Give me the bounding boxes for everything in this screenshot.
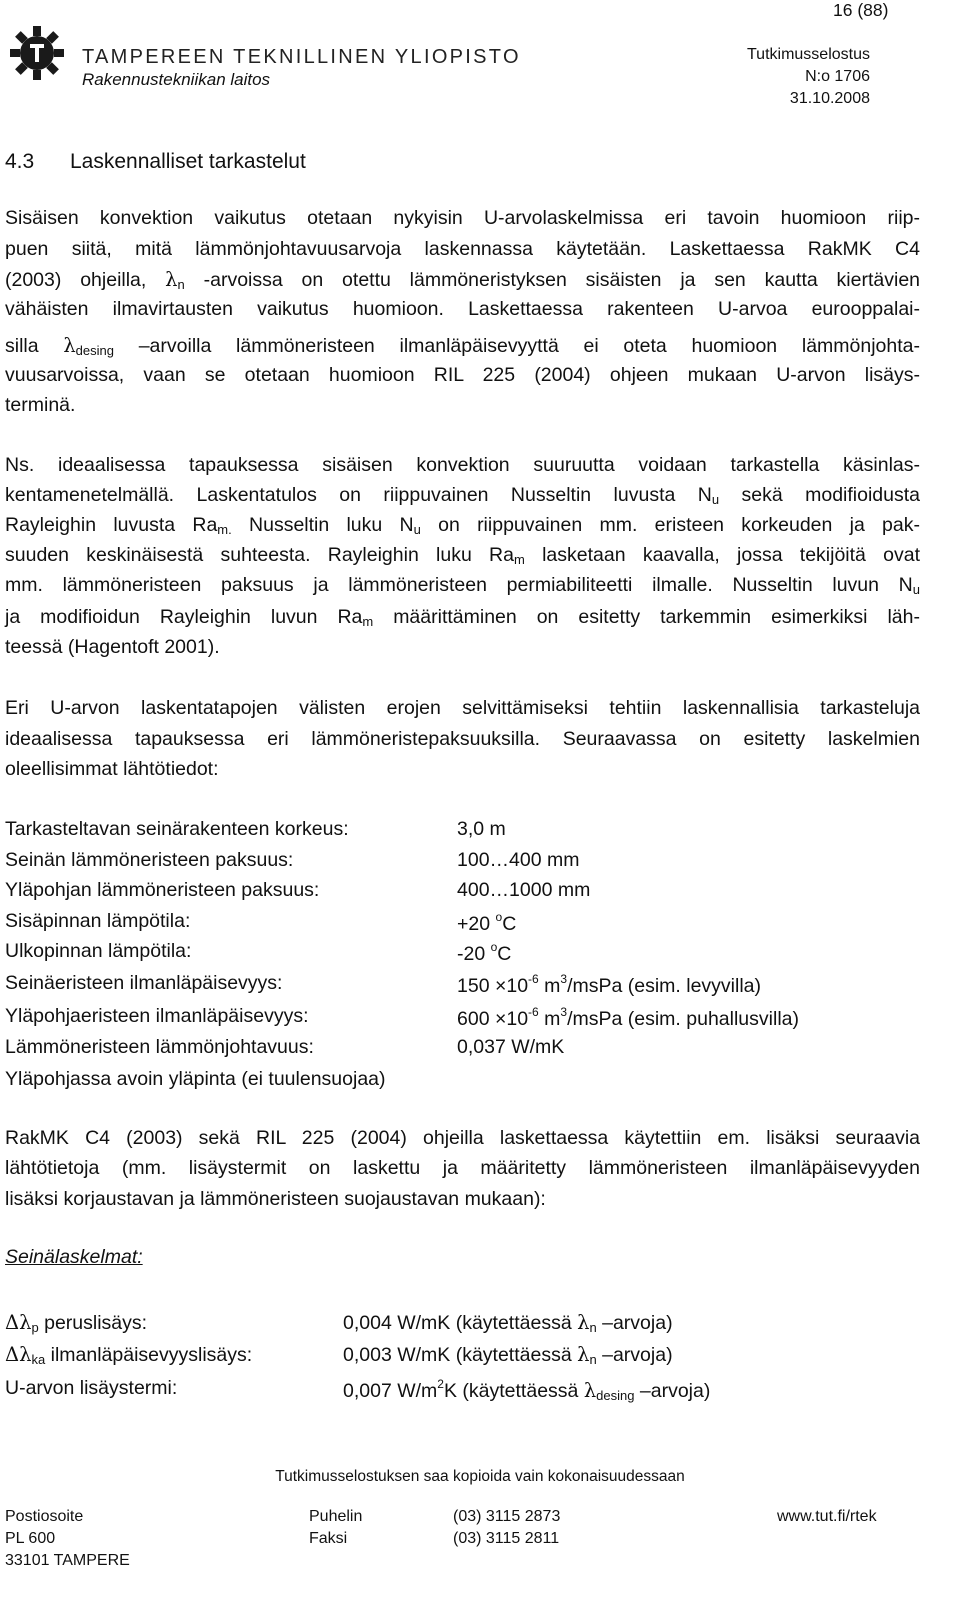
section-heading <box>5 150 306 174</box>
input-label: Seinäeristeen ilmanläpäisevyys: <box>5 972 283 994</box>
input-label: Yläpohjan lämmöneristeen paksuus: <box>5 879 320 901</box>
input-value: 400…1000 mm <box>457 879 591 901</box>
text-line: lähtötietoja (mm. lisäystermit on laskettu ja määritetty lämmöneristeen ilmanläpäisevyyden <box>5 1157 920 1179</box>
input-label: Sisäpinnan lämpötila: <box>5 910 191 932</box>
university-name: TAMPEREEN TEKNILLINEN YLIOPISTO <box>82 46 521 68</box>
input-label: Seinän lämmöneristeen paksuus: <box>5 849 294 871</box>
section-number: 4.3 <box>5 150 35 173</box>
footer-address-box: PL 600 <box>5 1530 56 1547</box>
text-line: suuden keskinäisestä suhteesta. Rayleighin luku $Ra_m$ lasketaan kaavalla, jossa tekijöitä ovat <box>5 544 921 567</box>
text-line: Ns. ideaalisessa tapauksessa sisäisen konvektion suuruutta voidaan tarkastella käsinlas- <box>5 454 920 476</box>
input-label: Ulkopinnan lämpötila: <box>5 940 192 962</box>
text-line: ja modifioidun Rayleighin luvun $Ra_m$ määrittäminen on esitetty tarkemmin esimerkiksi läh- <box>5 606 920 629</box>
text-line: silla $\lambda_{desing}$ –arvoilla lämmöneristeen ilmanläpäisevyyttä ei oteta huomioon lämmönjohta- <box>5 334 920 358</box>
input-label: Tarkasteltavan seinärakenteen korkeus: <box>5 818 349 840</box>
department-name: Rakennustekniikan laitos <box>82 70 271 89</box>
university-logo-icon <box>6 22 68 84</box>
text-line: Rayleighin luvusta $Ra_{m.}$ Nusseltin luku $N_u$ on riippuvainen mm. eristeen korkeuden ja pak- <box>5 514 920 537</box>
footer-fax: (03) 3115 2811 <box>453 1530 560 1547</box>
footer-fax-label: Faksi <box>309 1530 348 1547</box>
text-line: mm. lämmöneristeen paksuus ja lämmöneristeen permiabiliteetti ilmalle. Nusseltin luvun $N_u$ <box>5 574 920 597</box>
wall-term-label: $\Delta\lambda_{ka}$ ilmanläpäisevyyslisäys: <box>5 1343 253 1367</box>
text-line: puen siitä, mitä lämmönjohtavuusarvoja laskennassa käytetään. Laskettaessa RakMK C4 <box>5 238 920 260</box>
wall-term-label: U-arvon lisäystermi: <box>5 1377 178 1399</box>
text-line: Eri U-arvon laskentatapojen välisten erojen selvittämiseksi tehtiin laskennallisia tarkasteluja <box>5 697 920 719</box>
input-value: 0,037 W/mK <box>457 1036 565 1058</box>
section-title: Laskennalliset tarkastelut <box>70 150 306 173</box>
wall-term-value: 0,004 W/mK (käytettäessä $\lambda_n$ –arvoja) <box>343 1311 673 1335</box>
footer-web-link[interactable]: www.tut.fi/rtek <box>777 1508 877 1525</box>
text-line: RakMK C4 (2003) sekä RIL 225 (2004) ohjeilla laskettaessa käytettiin em. lisäksi seuraavia <box>5 1127 920 1149</box>
input-label: Yläpohjaeristeen ilmanläpäisevyys: <box>5 1005 309 1027</box>
text-line: kentamenetelmällä. Laskentatulos on riippuvainen Nusseltin luvusta $N_u$ sekä modifioidusta <box>5 484 921 507</box>
footer-phone-label: Puhelin <box>309 1508 363 1525</box>
footer-phone: (03) 3115 2873 <box>453 1508 561 1525</box>
text-line: oleellisimmat lähtötiedot: <box>5 758 219 780</box>
page-number: 16 (88) <box>833 0 889 20</box>
text-line: lisäksi korjaustavan ja lämmöneristeen suojaustavan mukaan): <box>5 1188 546 1210</box>
doc-number: N:o 1706 <box>805 68 870 85</box>
wall-term-label: $\Delta\lambda_p$ peruslisäys: <box>5 1311 148 1335</box>
doc-type: Tutkimusselostus <box>747 46 870 63</box>
input-label: Lämmöneristeen lämmönjohtavuus: <box>5 1036 314 1058</box>
footer-note: Tutkimusselostuksen saa kopioida vain kokonaisuudessaan <box>275 1468 685 1485</box>
wall-term-value: 0,003 W/mK (käytettäessä $\lambda_n$ –arvoja) <box>343 1343 673 1367</box>
input-value: +20 $^o$C <box>457 910 517 935</box>
input-value: $150 \times 10^{-6}$ $m^3$/msPa (esim. levyvilla) <box>457 972 762 997</box>
doc-date: 31.10.2008 <box>789 90 870 107</box>
input-value: -20 $^o$C <box>457 940 512 965</box>
input-value: $600 \times 10^{-6}$ $m^3$/msPa (esim. puhallusvilla) <box>457 1005 799 1030</box>
wall-term-value: 0,007 $W/m^2K$ (käytettäessä $\lambda_{desing}$ –arvoja) <box>343 1377 711 1403</box>
input-value: 100…400 mm <box>457 849 580 871</box>
text-line: Sisäisen konvektion vaikutus otetaan nykyisin U-arvolaskelmissa eri tavoin huomioon riip- <box>5 207 920 229</box>
input-label: Yläpohjassa avoin yläpinta (ei tuulensuojaa) <box>5 1068 386 1090</box>
text-line: vähäisten ilmavirtausten vaikutus huomioon. Laskettaessa rakenteen U-arvoa eurooppalai- <box>5 298 920 320</box>
text-line: teessä (Hagentoft 2001). <box>5 636 220 658</box>
footer-address-city: 33101 TAMPERE <box>5 1552 130 1569</box>
text-line: terminä. <box>5 394 76 416</box>
footer-address-label: Postiosoite <box>5 1508 84 1525</box>
wall-calculations-heading: Seinälaskelmat: <box>5 1246 143 1268</box>
input-value: 3,0 m <box>457 818 506 840</box>
text-line: vuusarvoissa, vaan se otetaan huomioon RIL 225 (2004) ohjeen mukaan U-arvon lisäys- <box>5 364 920 386</box>
text-line: (2003) ohjeilla, $\lambda_n$ -arvoissa on otettu lämmöneristyksen sisäisten ja sen kautta kiertävien <box>5 268 921 292</box>
text-line: ideaalisessa tapauksessa eri lämmöneristepaksuuksilla. Seuraavassa on esitetty laskelmien <box>5 728 920 750</box>
